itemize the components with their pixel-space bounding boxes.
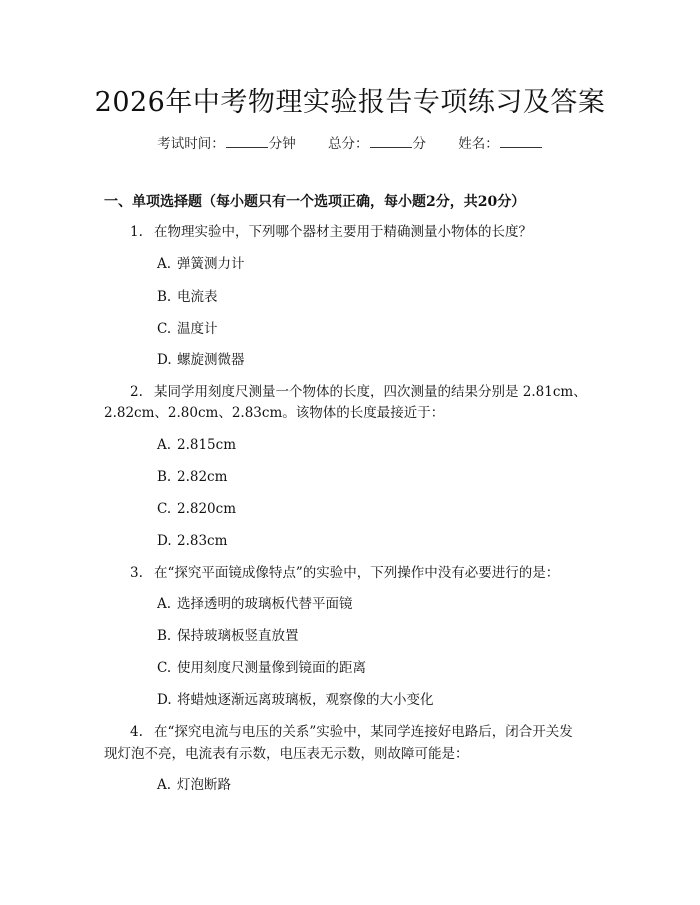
total-score-unit: 分 xyxy=(412,136,426,152)
question-2-option-d xyxy=(157,531,227,551)
question-3-option-b xyxy=(157,626,299,646)
option-letter: A. xyxy=(157,437,172,453)
option-letter: C. xyxy=(157,501,172,517)
student-name-field xyxy=(458,136,543,152)
question-text-line-1: 某同学用刻度尺测量一个物体的长度，四次测量的结果分别是 2.81cm、 xyxy=(154,384,587,400)
option-letter: C. xyxy=(157,321,172,337)
option-letter: D. xyxy=(157,533,172,549)
question-3-option-a xyxy=(157,594,353,614)
question-4 xyxy=(130,721,573,743)
question-1 xyxy=(130,221,532,243)
question-number: 1. xyxy=(130,224,143,240)
question-2 xyxy=(130,381,587,403)
option-text: 保持玻璃板竖直放置 xyxy=(177,628,299,644)
question-2-continuation xyxy=(104,402,444,424)
question-text-line-2: 现灯泡不亮，电流表有示数，电压表无示数，则故障可能是： xyxy=(104,746,469,762)
option-letter: D. xyxy=(157,352,172,368)
option-text: 灯泡断路 xyxy=(177,777,231,793)
option-text: 选择透明的玻璃板代替平面镜 xyxy=(177,596,353,612)
exam-time-unit: 分钟 xyxy=(268,136,296,152)
option-text: 螺旋测微器 xyxy=(177,352,245,368)
question-text-line-1: 在“探究电流与电压的关系”实验中，某同学连接好电路后，闭合开关发 xyxy=(154,724,573,740)
question-4-option-a xyxy=(157,775,231,795)
option-letter: C. xyxy=(157,660,172,676)
question-1-option-a xyxy=(157,254,245,274)
option-text: 2.815cm xyxy=(177,437,237,453)
question-number: 4. xyxy=(130,724,143,740)
document-title: 2026年中考物理实验报告专项练习及答案 xyxy=(94,87,606,118)
question-1-option-d xyxy=(157,350,245,370)
option-text: 使用刻度尺测量像到镜面的距离 xyxy=(177,660,366,676)
question-number: 2. xyxy=(130,384,143,400)
exam-time-label: 考试时间： xyxy=(157,136,225,152)
option-text: 弹簧测力计 xyxy=(177,256,245,272)
question-text-line-2: 2.82cm、2.80cm、2.83cm。该物体的长度最接近于： xyxy=(104,405,445,421)
question-number: 3. xyxy=(130,565,143,581)
question-2-option-b xyxy=(157,467,227,487)
option-letter: D. xyxy=(157,692,172,708)
question-3-option-d xyxy=(157,690,434,710)
option-letter: A. xyxy=(157,256,172,272)
option-letter: B. xyxy=(157,469,172,485)
question-3 xyxy=(130,562,559,584)
option-text: 将蜡烛逐渐远离玻璃板，观察像的大小变化 xyxy=(177,692,434,708)
question-text: 在物理实验中，下列哪个器材主要用于精确测量小物体的长度？ xyxy=(154,224,532,240)
question-2-option-c xyxy=(157,499,236,519)
option-letter: B. xyxy=(157,289,172,305)
option-letter: A. xyxy=(157,596,172,612)
option-letter: A. xyxy=(157,777,172,793)
question-1-option-c xyxy=(157,319,218,339)
exam-time-blank xyxy=(226,134,268,148)
question-text: 在“探究平面镜成像特点”的实验中，下列操作中没有必要进行的是： xyxy=(154,565,560,581)
option-text: 电流表 xyxy=(177,289,218,305)
option-text: 2.83cm xyxy=(177,533,228,549)
exam-time-field xyxy=(157,136,300,152)
option-text: 2.82cm xyxy=(177,469,228,485)
total-score-field xyxy=(328,136,430,152)
option-text: 温度计 xyxy=(177,321,218,337)
option-text: 2.820cm xyxy=(177,501,237,517)
total-score-blank xyxy=(370,134,412,148)
question-2-option-a xyxy=(157,435,236,455)
student-name-blank xyxy=(500,134,542,148)
option-letter: B. xyxy=(157,628,172,644)
question-1-option-b xyxy=(157,287,218,307)
total-score-label: 总分： xyxy=(328,136,369,152)
section-title-single-choice: 一、单项选择题（每小题只有一个选项正确，每小题2分，共20分） xyxy=(104,194,526,210)
exam-meta-line xyxy=(0,132,700,152)
question-3-option-c xyxy=(157,658,366,678)
student-name-label: 姓名： xyxy=(458,136,499,152)
question-4-continuation xyxy=(104,743,469,765)
